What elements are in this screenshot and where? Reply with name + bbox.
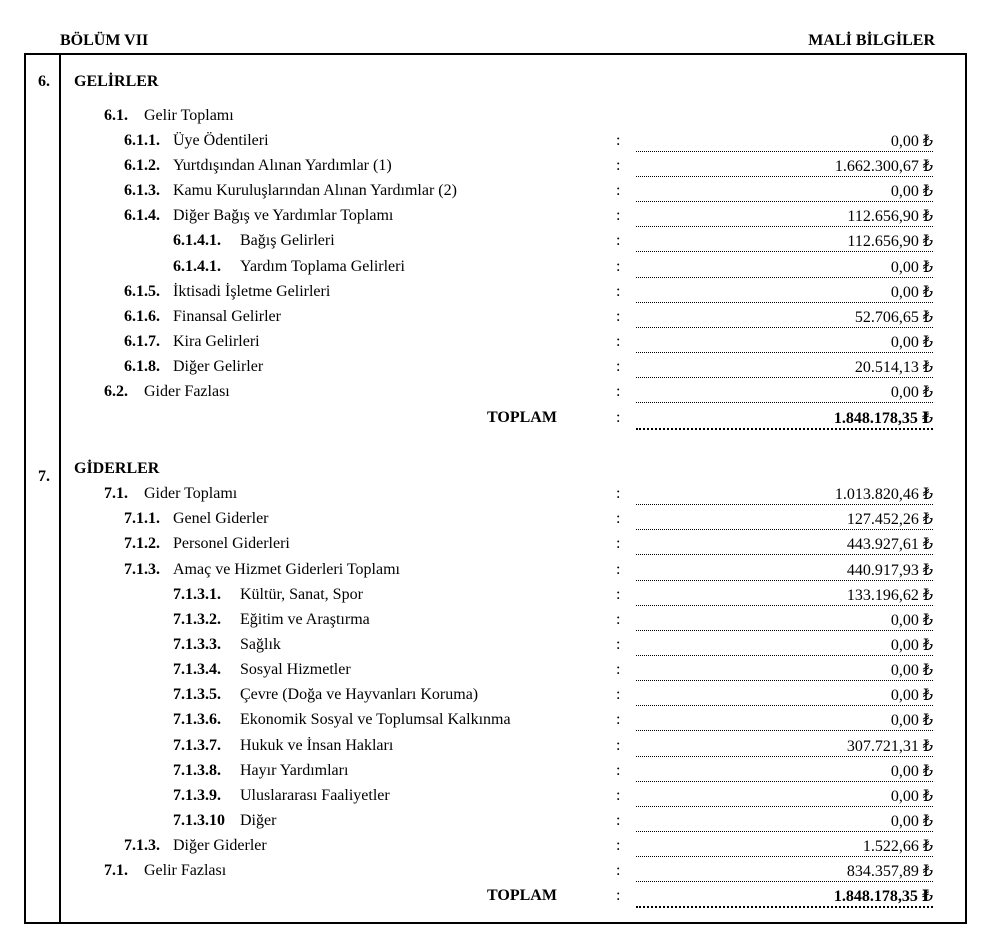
row-label: Gelir Fazlası <box>144 862 227 879</box>
row-value: 307.721,31 ₺ <box>636 737 933 757</box>
row-colon: : <box>616 611 621 628</box>
row-number: 6.1.6. <box>124 308 160 325</box>
row-label: Uluslararası Faaliyetler <box>240 787 390 804</box>
row-label: Sağlık <box>240 636 281 653</box>
row-colon: : <box>616 737 621 754</box>
row-number: 7.1.3.4. <box>173 661 221 678</box>
row-colon: : <box>616 661 621 678</box>
expense-row <box>0 510 1000 535</box>
row-value: 440.917,93 ₺ <box>636 561 933 581</box>
row-value: 0,00 ₺ <box>636 132 933 152</box>
row-label: Amaç ve Hizmet Giderleri Toplamı <box>173 561 400 578</box>
row-value: 133.196,62 ₺ <box>636 586 933 606</box>
row-number: 6.1.7. <box>124 333 160 350</box>
row-value: 0,00 ₺ <box>636 258 933 278</box>
row-colon: : <box>616 686 621 703</box>
row-number: 7.1.3. <box>124 837 160 854</box>
row-colon: : <box>616 812 621 829</box>
row-number: 7.1.3.8. <box>173 762 221 779</box>
row-label: Eğitim ve Araştırma <box>240 611 370 628</box>
row-colon: : <box>616 535 621 552</box>
expenses-total-row <box>0 887 1000 912</box>
row-colon: : <box>616 510 621 527</box>
row-label: Gider Toplamı <box>144 485 238 502</box>
row-value: 1.522,66 ₺ <box>636 837 933 857</box>
row-label: Kira Gelirleri <box>173 333 260 350</box>
row-colon: : <box>616 333 621 350</box>
total-value: 1.848.178,35 ₺ <box>636 409 933 430</box>
income-total-row <box>0 409 1000 434</box>
row-number: 7.1.3.7. <box>173 737 221 754</box>
expense-row <box>0 561 1000 586</box>
row-value: 443.927,61 ₺ <box>636 535 933 555</box>
expense-row <box>0 737 1000 762</box>
expense-row <box>0 787 1000 812</box>
income-row <box>0 258 1000 283</box>
row-value: 0,00 ₺ <box>636 333 933 353</box>
row-value: 1.662.300,67 ₺ <box>636 157 933 177</box>
row-label: Sosyal Hizmetler <box>240 661 351 678</box>
income-row <box>0 232 1000 257</box>
expense-row <box>0 837 1000 862</box>
row-value: 0,00 ₺ <box>636 283 933 303</box>
row-colon: : <box>616 561 621 578</box>
row-colon: : <box>616 383 621 400</box>
row-number: 7.1.3.5. <box>173 686 221 703</box>
row-label: Gelir Toplamı <box>144 107 234 124</box>
expense-row <box>0 611 1000 636</box>
row-value: 20.514,13 ₺ <box>636 358 933 378</box>
row-label: Diğer Gelirler <box>173 358 264 375</box>
row-value: 0,00 ₺ <box>636 611 933 631</box>
expense-row <box>0 661 1000 686</box>
row-label: Diğer Bağış ve Yardımlar Toplamı <box>173 207 394 224</box>
row-value: 0,00 ₺ <box>636 711 933 731</box>
expense-row <box>0 535 1000 560</box>
row-colon: : <box>616 762 621 779</box>
income-row <box>0 333 1000 358</box>
row-value: 0,00 ₺ <box>636 686 933 706</box>
expenses-section-number: 7. <box>38 468 50 485</box>
row-colon: : <box>616 157 621 174</box>
row-number: 6.1.4.1. <box>173 258 221 275</box>
row-value: 0,00 ₺ <box>636 762 933 782</box>
income-row <box>0 107 1000 132</box>
income-row <box>0 308 1000 333</box>
row-colon: : <box>616 132 621 149</box>
total-value: 1.848.178,35 ₺ <box>636 887 933 908</box>
total-label: TOPLAM <box>487 409 557 426</box>
row-number: 6.1.4.1. <box>173 232 221 249</box>
row-value: 112.656,90 ₺ <box>636 232 933 252</box>
row-number: 6.1.4. <box>124 207 160 224</box>
section-heading: BÖLÜM VII <box>60 32 149 49</box>
row-colon: : <box>616 862 621 879</box>
row-value: 0,00 ₺ <box>636 812 933 832</box>
row-colon: : <box>616 207 621 224</box>
expense-row <box>0 762 1000 787</box>
row-number: 7.1.2. <box>124 535 160 552</box>
row-label: Finansal Gelirler <box>173 308 281 325</box>
row-value: 0,00 ₺ <box>636 636 933 656</box>
row-value: 0,00 ₺ <box>636 661 933 681</box>
row-number: 7.1.1. <box>124 510 160 527</box>
row-number: 6.1.1. <box>124 132 160 149</box>
income-section-number: 6. <box>38 73 50 90</box>
row-number: 6.1.5. <box>124 283 160 300</box>
row-colon: : <box>616 358 621 375</box>
row-value: 112.656,90 ₺ <box>636 207 933 227</box>
row-label: Hukuk ve İnsan Hakları <box>240 737 394 754</box>
row-label: Diğer Giderler <box>173 837 267 854</box>
income-row <box>0 383 1000 408</box>
row-label: Gider Fazlası <box>144 383 230 400</box>
expense-row <box>0 485 1000 510</box>
expense-row <box>0 711 1000 736</box>
row-number: 7.1. <box>104 485 128 502</box>
row-number: 6.2. <box>104 383 128 400</box>
row-label: Diğer <box>240 812 277 829</box>
row-colon: : <box>616 258 621 275</box>
row-label: Üye Ödentileri <box>173 132 269 149</box>
income-row <box>0 182 1000 207</box>
row-colon: : <box>616 485 621 502</box>
row-value: 0,00 ₺ <box>636 383 933 403</box>
row-label: Genel Giderler <box>173 510 269 527</box>
expenses-section-title: GİDERLER <box>74 460 160 477</box>
row-number: 6.1.8. <box>124 358 160 375</box>
row-value: 1.013.820,46 ₺ <box>636 485 933 505</box>
row-number: 7.1.3.10 <box>173 812 225 829</box>
row-label: Çevre (Doğa ve Hayvanları Koruma) <box>240 686 479 703</box>
section-title: MALİ BİLGİLER <box>808 32 935 49</box>
row-colon: : <box>616 787 621 804</box>
income-section-title: GELİRLER <box>74 73 159 90</box>
row-value: 0,00 ₺ <box>636 787 933 807</box>
row-label: Ekonomik Sosyal ve Toplumsal Kalkınma <box>240 711 511 728</box>
row-number: 6.1.3. <box>124 182 160 199</box>
row-colon: : <box>616 283 621 300</box>
row-number: 7.1.3.3. <box>173 636 221 653</box>
row-colon: : <box>616 409 621 426</box>
row-label: Kamu Kuruluşlarından Alınan Yardımlar (2) <box>173 182 457 199</box>
expense-row <box>0 686 1000 711</box>
row-value: 0,00 ₺ <box>636 182 933 202</box>
row-number: 7.1.3.6. <box>173 711 221 728</box>
row-value: 834.357,89 ₺ <box>636 862 933 882</box>
income-row <box>0 358 1000 383</box>
row-number: 7.1.3.1. <box>173 586 221 603</box>
row-colon: : <box>616 837 621 854</box>
expense-row <box>0 862 1000 887</box>
row-colon: : <box>616 182 621 199</box>
expense-row <box>0 636 1000 661</box>
row-number: 7.1.3.2. <box>173 611 221 628</box>
row-colon: : <box>616 232 621 249</box>
row-colon: : <box>616 586 621 603</box>
income-row <box>0 132 1000 157</box>
row-label: Kültür, Sanat, Spor <box>240 586 363 603</box>
row-colon: : <box>616 887 621 904</box>
expense-row <box>0 586 1000 611</box>
row-value: 52.706,65 ₺ <box>636 308 933 328</box>
total-label: TOPLAM <box>487 887 557 904</box>
income-row <box>0 207 1000 232</box>
expense-row <box>0 812 1000 837</box>
income-row <box>0 157 1000 182</box>
row-number: 6.1. <box>104 107 128 124</box>
row-colon: : <box>616 711 621 728</box>
row-value: 127.452,26 ₺ <box>636 510 933 530</box>
row-label: Yurtdışından Alınan Yardımlar (1) <box>173 157 392 174</box>
row-colon: : <box>616 636 621 653</box>
row-number: 7.1.3.9. <box>173 787 221 804</box>
income-row <box>0 283 1000 308</box>
row-label: Hayır Yardımları <box>240 762 349 779</box>
row-label: Yardım Toplama Gelirleri <box>240 258 405 275</box>
row-label: İktisadi İşletme Gelirleri <box>173 283 331 300</box>
row-colon: : <box>616 308 621 325</box>
row-label: Personel Giderleri <box>173 535 290 552</box>
row-number: 7.1. <box>104 862 128 879</box>
row-label: Bağış Gelirleri <box>240 232 335 249</box>
row-number: 6.1.2. <box>124 157 160 174</box>
row-number: 7.1.3. <box>124 561 160 578</box>
